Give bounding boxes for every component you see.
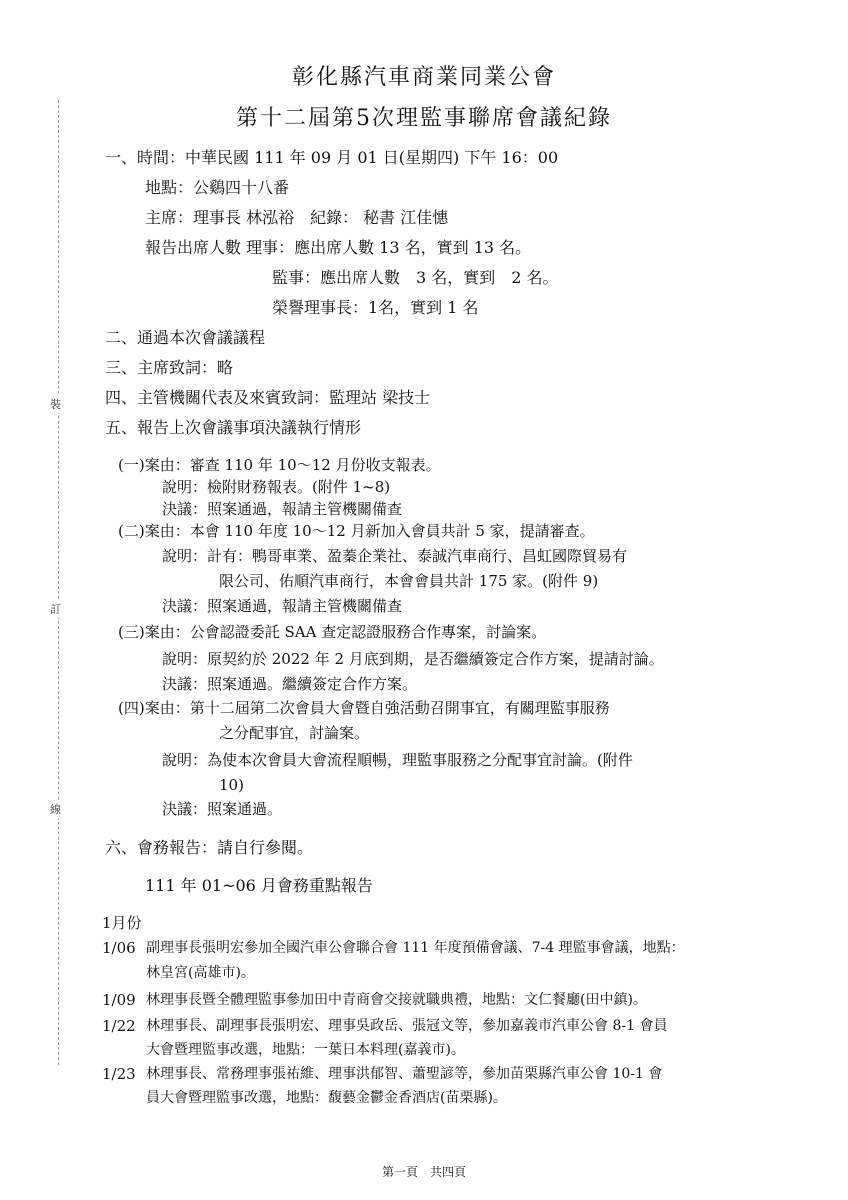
meeting-place: 地點：公鷄四十八番 <box>145 178 290 197</box>
event-text-line2: 林皇宮(高雄市)。 <box>146 965 255 981</box>
event-text-line1: 林理事長暨全體理監事參加田中青商會交接就職典禮，地點：文仁餐廳(田中鎮)。 <box>146 992 647 1008</box>
attendance-honorary: 榮譽理事長：1名，實到 1 名 <box>272 298 479 317</box>
case-4-note-line1: 說明：為使本次會員大會流程順暢，理監事服務之分配事宜討論。(附件 <box>162 751 633 769</box>
case-2-subject: (二)案由：本會 110 年度 10～12 月新加入會員共計 5 家，提請審查。 <box>118 522 595 540</box>
case-1-resolution: 決議：照案通過，報請主管機關備查 <box>162 500 403 518</box>
org-title: 彰化縣汽車商業同業公會 <box>291 65 556 90</box>
event-text-line2: 大會暨理監事改選，地點：一葉日本料理(嘉義市)。 <box>146 1042 465 1058</box>
case-4-subject-line2: 之分配事宜，討論案。 <box>219 724 370 742</box>
section-2: 二、通過本次會議議程 <box>105 328 266 347</box>
case-4-subject-line1: (四)案由：第十二屆第二次會員大會暨自強活動召開事宜，有關理監事服務 <box>118 699 610 717</box>
report-subtitle: 111 年 01~06 月會務重點報告 <box>145 876 373 895</box>
case-2-note-line1: 說明：計有：鴨哥車業、盈蓁企業社、泰誠汽車商行、昌虹國際貿易有 <box>162 547 628 565</box>
section-5: 五、報告上次會議事項決議執行情形 <box>105 418 362 437</box>
binding-mark-xian: 線 <box>50 800 61 818</box>
section-3: 三、主席致詞：略 <box>105 358 234 377</box>
case-4-note-line2: 10) <box>219 776 244 794</box>
event-date: 1/06 <box>102 939 136 957</box>
event-date: 1/09 <box>102 991 136 1009</box>
report-month: 1月份 <box>102 914 142 932</box>
case-3-resolution: 決議：照案通過。繼續簽定合作方案。 <box>162 675 418 693</box>
meeting-time: 一、時間：中華民國 111 年 09 月 01 日(星期四) 下午 16：00 <box>105 148 559 167</box>
meeting-chair: 主席：理事長 林泓裕 紀錄： 秘書 江佳憓 <box>145 208 449 227</box>
section-4: 四、主管機關代表及來賓致詞：監理站 梁技士 <box>105 388 431 407</box>
attendance-directors: 報告出席人數 理事：應出席人數 13 名，實到 13 名。 <box>145 238 532 257</box>
case-2-resolution: 決議：照案通過，報請主管機關備查 <box>162 597 403 615</box>
event-text-line1: 林理事長、副理事長張明宏、理事吳政岳、張冠文等，參加嘉義市汽車公會 8-1 會員 <box>146 1018 668 1034</box>
binding-line <box>58 100 59 1065</box>
event-text-line1: 副理事長張明宏參加全國汽車公會聯合會 111 年度預備會議、7-4 理監事會議，地點： <box>146 940 685 956</box>
binding-mark-zhuang: 裝 <box>50 395 61 413</box>
attendance-supervisors: 監事：應出席人數 3 名，實到 2 名。 <box>272 268 559 287</box>
event-date: 1/23 <box>102 1065 136 1083</box>
event-text-line2: 員大會暨理監事改選，地點：馥藝金鬱金香酒店(苗栗縣)。 <box>146 1090 507 1106</box>
event-date: 1/22 <box>102 1017 136 1035</box>
case-1-subject: (一)案由：審查 110 年 10～12 月份收支報表。 <box>118 456 441 474</box>
section-6: 六、會務報告：請自行參閱。 <box>105 838 314 857</box>
binding-mark-ding: 訂 <box>50 600 61 618</box>
event-text-line1: 林理事長、常務理事張祐維、理事洪郁智、蕭聖諺等，參加苗栗縣汽車公會 10-1 會 <box>146 1066 663 1082</box>
case-2-note-line2: 限公司、佑順汽車商行，本會會員共計 175 家。(附件 9) <box>219 572 599 590</box>
case-1-note: 說明：檢附財務報表。(附件 1~8) <box>162 478 391 496</box>
page-footer: 第一頁 共四頁 <box>381 1165 466 1179</box>
case-3-subject: (三)案由：公會認證委託 SAA 查定認證服務合作專案，討論案。 <box>118 623 547 641</box>
meeting-title: 第十二屆第5次理監事聯席會議紀錄 <box>236 106 612 131</box>
case-4-resolution: 決議：照案通過。 <box>162 800 283 818</box>
case-3-note: 說明：原契約於 2022 年 2 月底到期，是否繼續簽定合作方案，提請討論。 <box>162 650 664 668</box>
